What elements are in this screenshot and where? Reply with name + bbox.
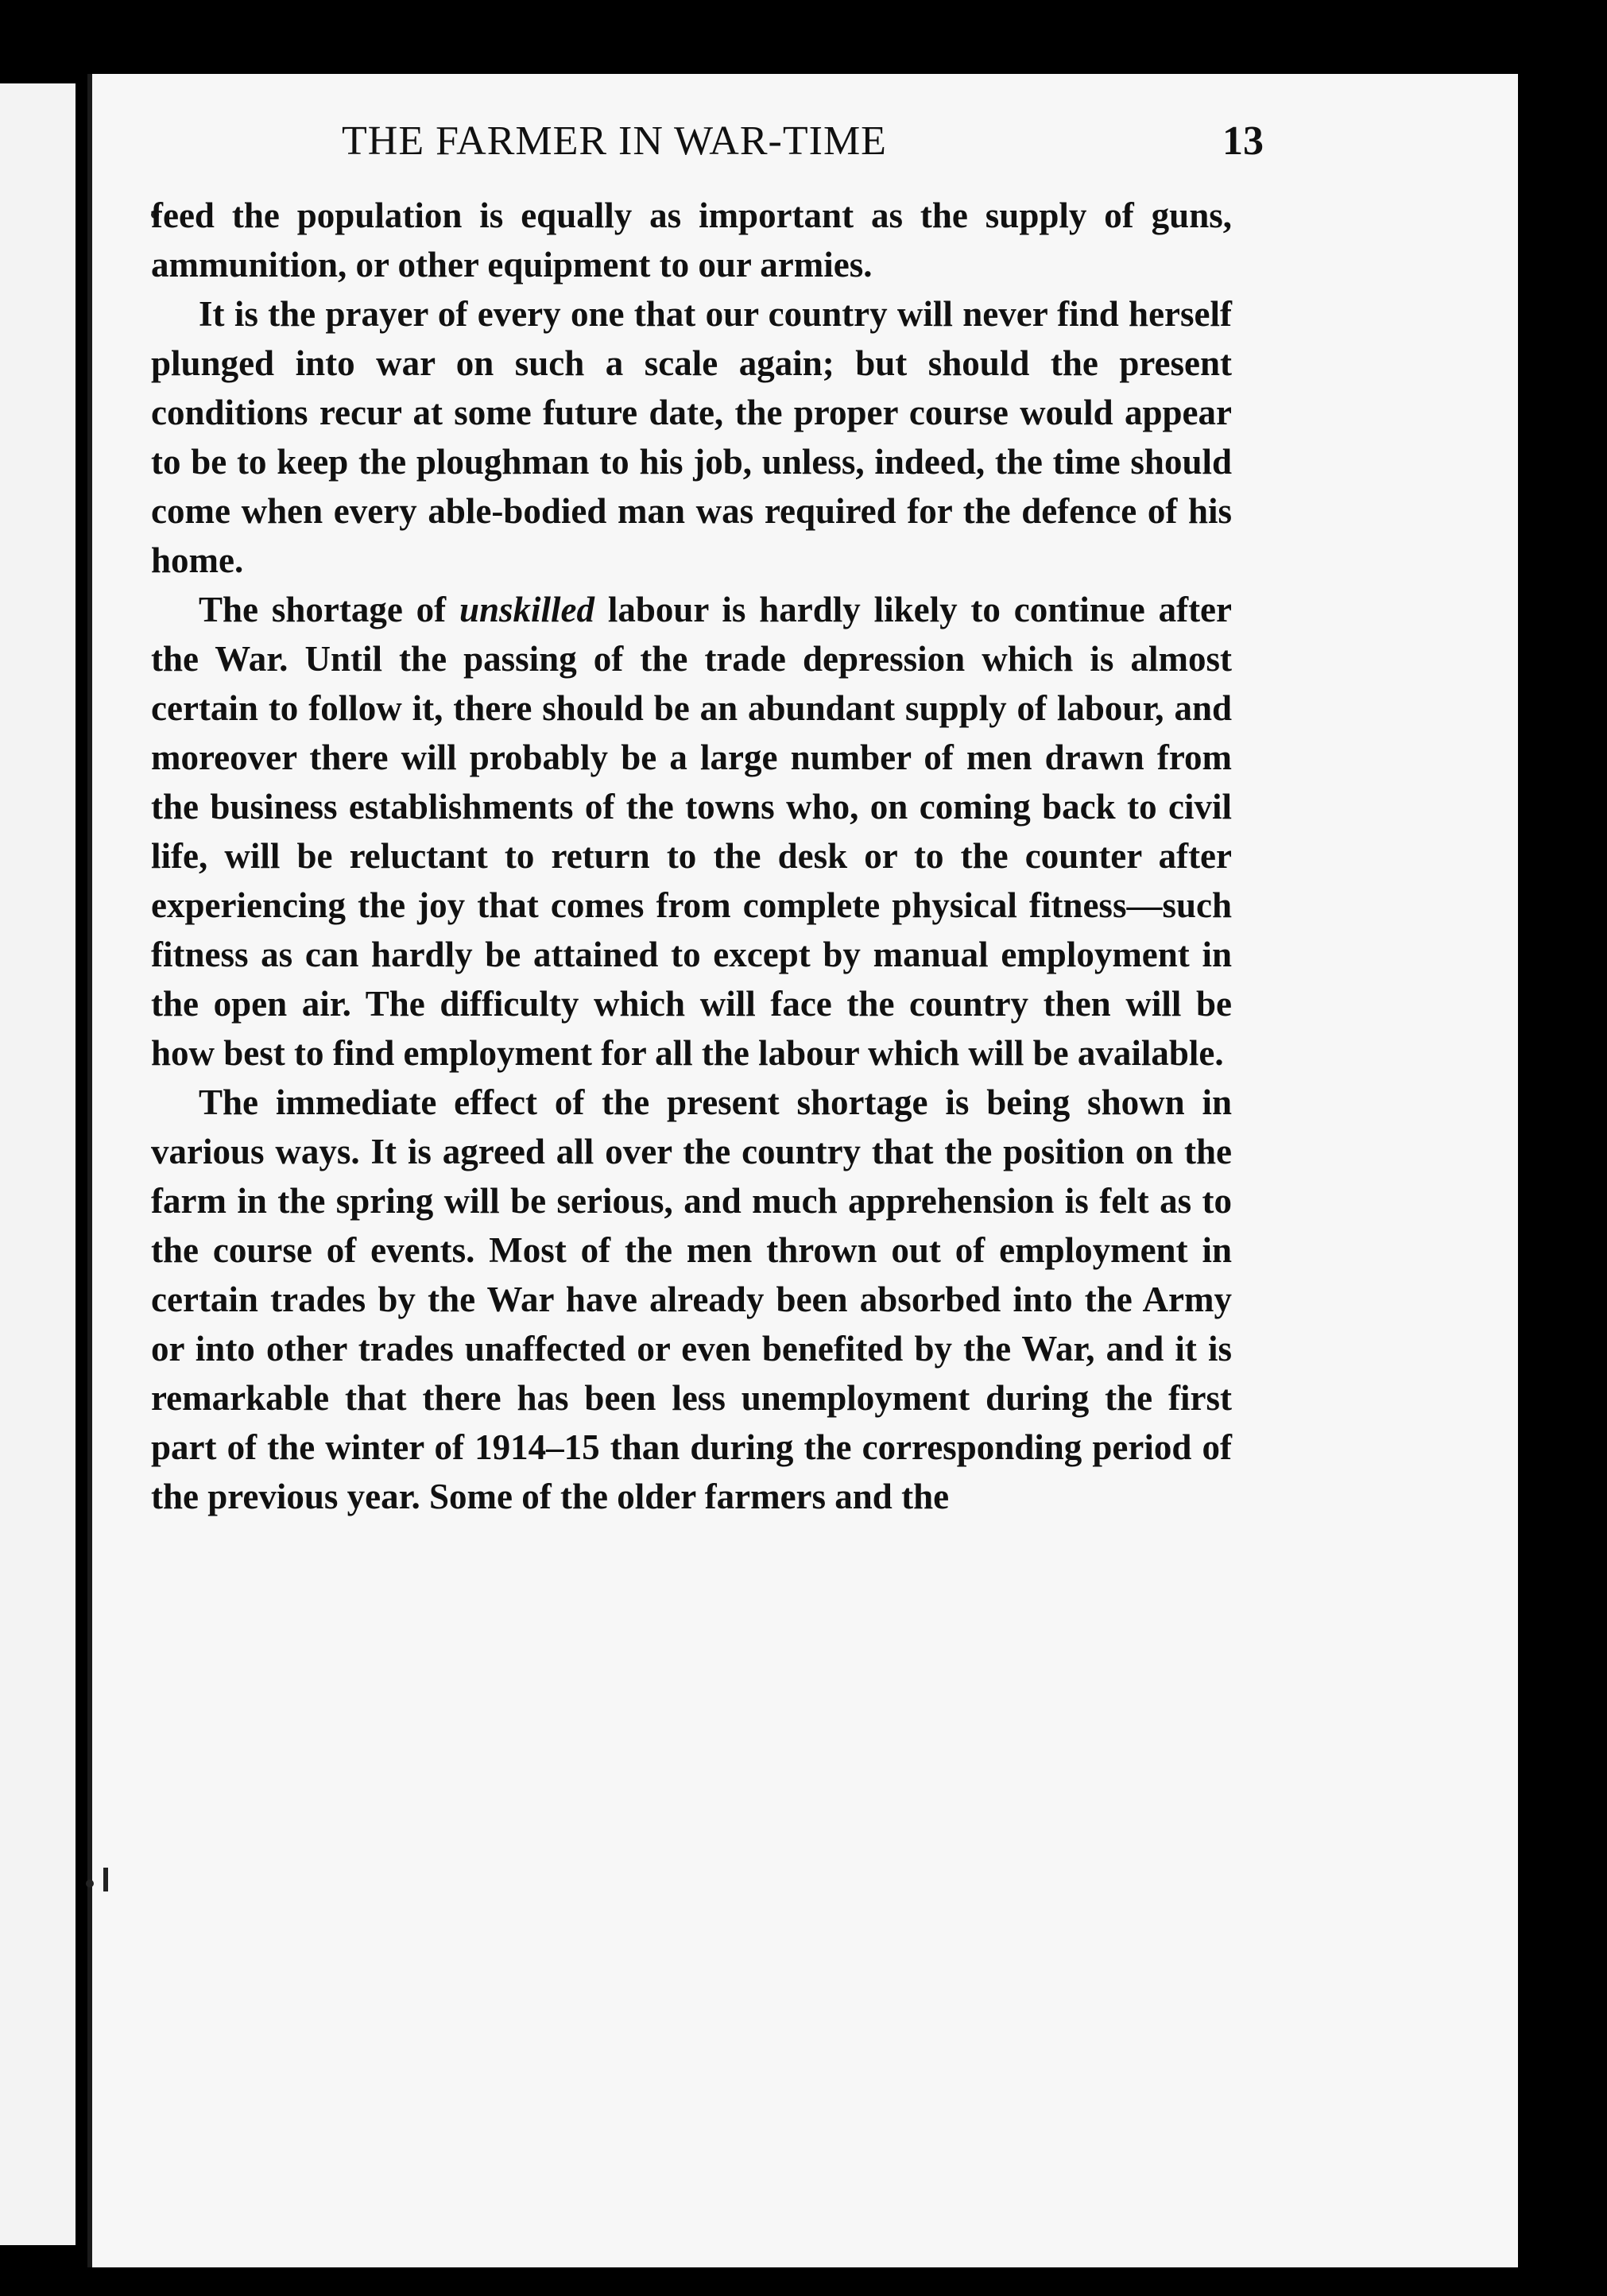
previous-page-edge <box>0 83 76 2245</box>
emphasized-word: unskilled <box>459 590 595 629</box>
paragraph: It is the prayer of every one that our country will never find herself plunged into war on such a scale again; but should the present conditions recur at some future date, the proper course would appear to be to keep the ploughman to his job, unless, indeed, the time should come when every able-bodied man was required for the defence of his home. <box>151 294 1232 580</box>
page-number: 13 <box>1222 118 1264 164</box>
paragraph: feed the population is equally as important as the supply of guns, ammunition, or other equipment to our armies. <box>151 196 1232 285</box>
running-header <box>342 118 1264 181</box>
margin-mark <box>103 1868 108 1891</box>
body-text <box>151 191 1232 1521</box>
paragraph-text: The shortage of <box>199 590 459 629</box>
paragraph-text: labour is hardly likely to continue after the War. Until the passing of the trade depression which is almost certain to follow it, there should be an abundant supply of labour, and moreover there will probably be a large number of men drawn from the business establishments of the towns who, on coming back to civil life, will be reluctant to return to the desk or to the counter after experiencing the joy that comes from complete physical fitness—such fitness as can hardly be attained to except by manual employment in the open air. The difficulty which will face the country then will be how best to find employment for all the labour which will be available. <box>151 590 1232 1073</box>
paragraph <box>151 585 1232 1078</box>
running-header-title: THE FARMER IN WAR-TIME <box>342 118 887 164</box>
margin-dot <box>86 1880 94 1888</box>
paragraph: The immediate effect of the present shortage is being shown in various ways. It is agreed all over the country that the position on the farm in the spring will be serious, and much apprehension is felt as to the course of events. Most of the men thrown out of employment in certain trades by the War have already been absorbed into the Army or into other trades unaffected or even benefited by the War, and it is remarkable that there has been less unemployment during the first part of the winter of 1914–15 than during the corresponding period of the previous year. Some of the older farmers and the <box>151 1082 1232 1516</box>
